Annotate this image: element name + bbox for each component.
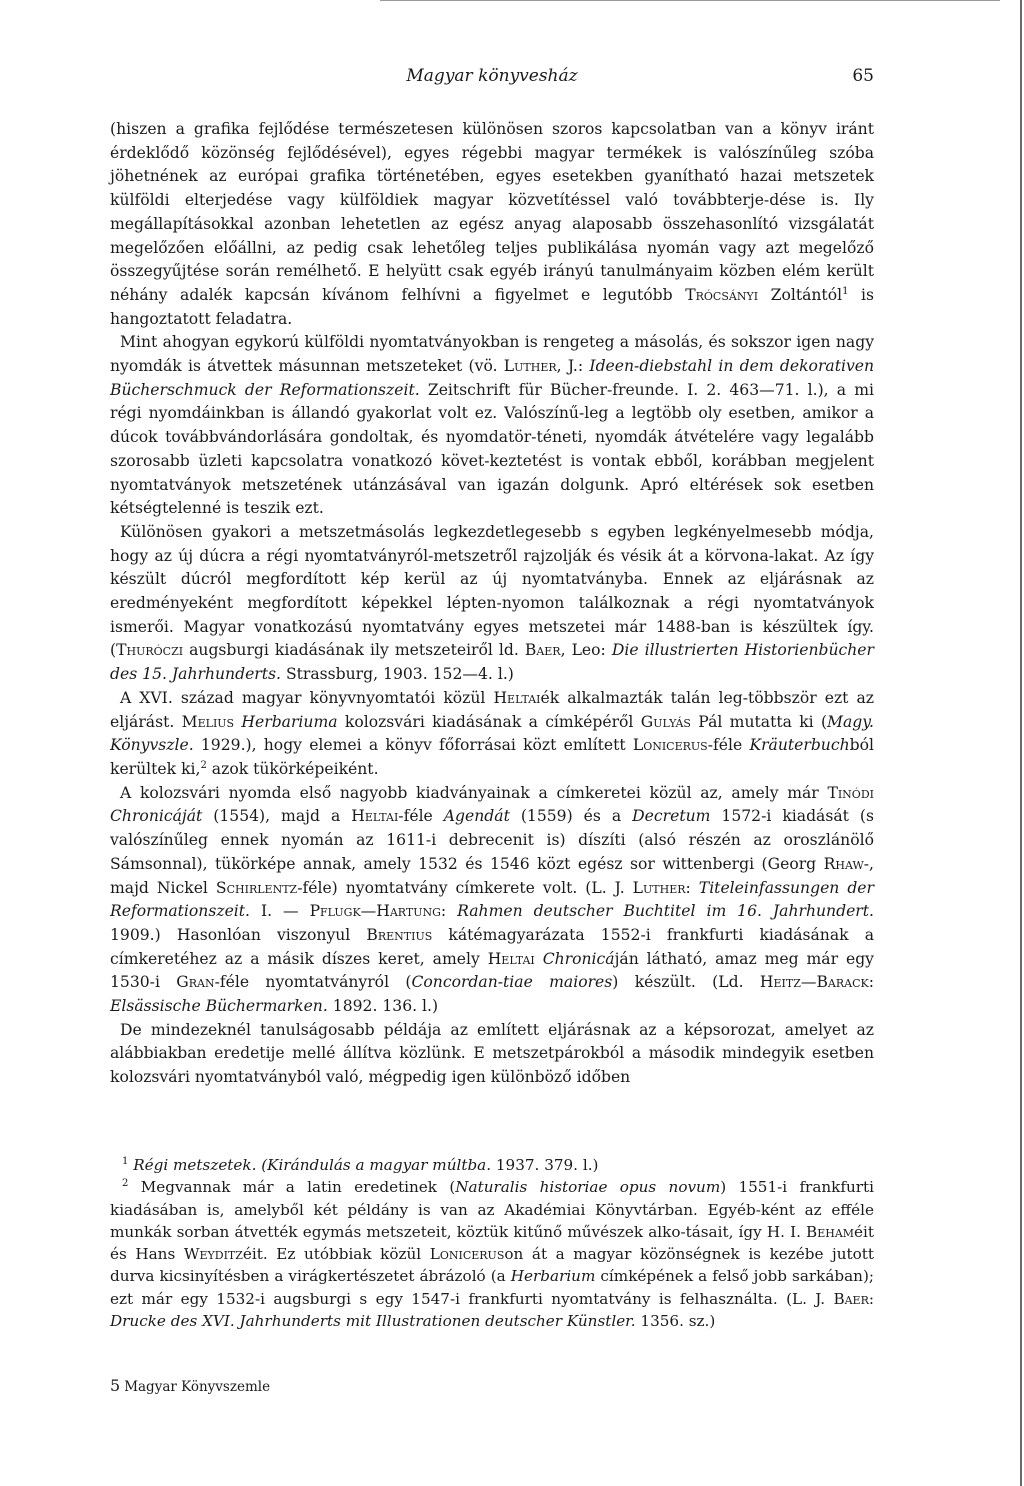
book-title: Titeleinfassungen der Reformationszeit. (110, 878, 874, 921)
printer-signature (110, 1376, 270, 1395)
author-name: Brentius (366, 925, 433, 944)
footnote-ref-2: 2 (200, 759, 207, 771)
author-name: Gran (176, 973, 215, 992)
book-title: Agendát (443, 807, 510, 826)
book-title: Régi metszetek. (Kirándulás a magyar múltba. (133, 1156, 492, 1174)
paragraph-6: De mindezeknél tanulságosabb példája az említett eljárásnak az a képsorozat, amelyet az alábbiakban eredetije mellé állítva közlünk. E metszetpárokból a második mindegyik esetben kolozsvári nyomtatványból való, mégpedig igen különböző időben (110, 1020, 874, 1087)
author-name: Heltai (487, 949, 535, 968)
book-title: Herbariuma (241, 712, 338, 731)
paragraph-4: A XVI. század magyar könyvnyomtatói közül Heltaiék alkalmazták talán leg-többször ezt az eljárást. Melius Herbariuma kolozsvári kiadásának a címképéről Gulyás Pál mutatta ki (Magy. Könyvszle. 1929.), hogy elemei a könyv főforrásai közt említett Lonicerus-féle Kräuterbuchból kerültek ki,$^2$ azok tükörképeiként. (110, 688, 874, 778)
author-name: Pflugk—Hartung (309, 902, 441, 921)
book-title: Decretum (632, 807, 711, 826)
book-title: Herbarium (510, 1267, 596, 1286)
author-name: Beham (806, 1222, 855, 1241)
book-title: Drucke des XVI. Jahrhunderts mit Illustrationen deutscher Künstler. (110, 1312, 636, 1331)
footnote-marker: 2 (122, 1178, 129, 1190)
running-title: Magyar könyvesház (406, 66, 578, 86)
book-title: Naturalis historiae opus novum (455, 1178, 721, 1197)
author-name: Gulyás (640, 712, 691, 731)
book-title: Chronicá (542, 949, 615, 968)
footnote-ref-1: 1 (842, 285, 849, 297)
book-title: Chronicáját (110, 807, 203, 826)
paragraph-3: Különösen gyakori a metszetmásolás legkezdetlegesebb s egyben legkényelmesebb módja, hogy az új dúcra a régi nyomtatványról-metszetről rajzolják és vésik át a körvona-lakat. Az így készült dúcról megfordított kép kerül az új nyomtatványba. Ennek az eljárásnak az eredményeként megfordított képekkel lépten-nyomon találkoznak a régi nyomtatványok ismerői. Magyar vonatkozású nyomtatvány egyes metszetei már 1488-ban is készültek így. (Thuróczi augsburgi kiadásának ily metszeteiről ld. Baer, Leo: Die illustrierten Historienbücher des 15. Jahrhunderts. Strassburg, 1903. 152—4. l.) (110, 522, 874, 684)
author-name: Heltai (493, 688, 541, 707)
author-name: Thuróczi (116, 641, 184, 660)
book-title: Kräuterbuch (749, 736, 850, 755)
book-title: Rahmen deutscher Buchtitel im 16. Jahrhundert. (457, 902, 874, 921)
author-name: Weyditz (183, 1245, 243, 1264)
footnotes (110, 1154, 874, 1332)
footnote-marker: 1 (122, 1155, 129, 1167)
author-name: Lonicerus (632, 736, 708, 755)
author-name: Heltai (351, 807, 399, 826)
author-name: Luther (632, 878, 686, 897)
scan-edge-top (380, 0, 1000, 1)
book-title: Elsässische Büchermarken. (110, 997, 328, 1016)
journal-title: Magy. Könyvszle. (110, 712, 874, 755)
page-header (110, 66, 874, 90)
paragraph-2: Mint ahogyan egykorú külföldi nyomtatványokban is rengeteg a másolás, és sokszor igen nagy nyomdák is átvettek másunnan metszeteket (vö. Luther, J.: Ideen-diebstahl in dem dekorativen Bücherschmuck der Reformationszeit. Zeitschrift für Bücher-freunde. I. 2. 463—71. l.), a mi régi nyomdáinkban is állandó gyakorlat volt ez. Valószínű-leg a legtöbb oly esetben, amikor a dúcok továbbvándorlására gondoltak, és nyomdatör-téneti, nyomdák átvételére vagy legalább szorosabb üzleti kapcsolatra vonatkozó követ-keztetést is vontak ebből, korábban megjelent nyomtatványok metszetének utánzásával van igazán dolgunk. Apró eltérések sok esetben kétségtelenné is teszik ezt. (110, 333, 875, 518)
author-name: Schirlentz (215, 878, 298, 897)
main-text (110, 118, 874, 1090)
author-name: Rhaw (823, 854, 864, 873)
paragraph-5: A kolozsvári nyomda első nagyobb kiadványainak a címkeretei közül az, amely már Tinódi Chronicáját (1554), majd a Heltai-féle Agendát (1559) és a Decretum 1572-i kiadását (s valószínűleg ennek nyomán az 1611-i debrecenit is) díszíti (alsó részén az oroszlánölő Sámsonnal), tükörképe annak, amely 1532 és 1546 közt egész sor wittenbergi (Georg Rhaw-, majd Nickel Schirlentz-féle) nyomtatvány címkerete volt. (L. J. Luther: Titeleinfassungen der Reformationszeit. I. — Pflugk—Hartung: Rahmen deutscher Buchtitel im 16. Jahrhundert. 1909.) Hasonlóan viszonyul Brentius kátémagyarázata 1552-i frankfurti kiadásának a címkeretéhez az a másik díszes keret, amely Heltai Chronicáján látható, amaz meg már egy 1530-i Gran-féle nyomtatványról (Concordan-tiae maiores) készült. (Ld. Heitz—Barack: Elsässische Büchermarken. 1892. 136. l.) (110, 783, 874, 1016)
book-title: Die illustrierten Historienbücher des 15. Jahrhunderts. (110, 641, 874, 684)
author-name: Trócsányi (685, 285, 759, 304)
footnote-1: $^1$ Régi metszetek. (Kirándulás a magyar múltba. 1937. 379. l.) (122, 1155, 599, 1174)
paragraph-1: (hiszen a grafika fejlődése természetesen különösen szoros kapcsolatban van a könyv iránt érdeklődő közönség fejlődésével), egyes régebbi magyar termékek is valószínűleg szóba jöhetnének az európai grafika történetében, egyes esetekben gyanítható hazai metszetek külföldi elterjedése vagy külföldiek magyar közvetítéssel való továbbterje-dése is. Ily megállapításokkal azonban lehetetlen az egész anyag alaposabb összehasonlító vizsgálatát megelőzően előállni, az pedig csak lehetőleg teljes publikálása nyomán vagy azt megelőző összegyűjtése során remélhető. E helyütt csak egyéb irányú tanulmányaim közben elém került néhány adalék kapcsán kívánom felhívni a figyelmet e legutóbb Trócsányi Zoltántól$^1$ is hangoztatott feladatra. (110, 120, 874, 328)
author-name: Baer (833, 1289, 869, 1308)
author-name: Heitz—Barack (759, 973, 869, 992)
author-name: Tinódi (827, 783, 874, 802)
book-title: Concordan-tiae maiores (411, 973, 613, 992)
author-name: Melius (181, 712, 235, 731)
scan-edge-right (1020, 0, 1022, 1486)
signature-text: Magyar Könyvszemle (124, 1379, 271, 1395)
footnote-2: $^2$ Megvannak már a latin eredetinek (Naturalis historiae opus novum) 1551-i frankfurti kiadásában is, amelyből két példány is van az Akadémiai Könyvtárban. Egyéb-ként az efféle munkák sorban átvették egymás metszeteit, köztük kitűnő művészek alko-tásait, így H. I. Behaméit és Hans Weyditzéit. Ez utóbbiak közül Loniceruson át a magyar közönségnek is kezébe jutott durva kicsinyítésben a virágkertészetet ábrázoló (a Herbarium címképének a felső jobb sarkában); ezt már egy 1532-i augsburgi s egy 1547-i frankfurti nyomtatvány is felhasználta. (L. J. Baer: Drucke des XVI. Jahrhunderts mit Illustrationen deutscher Künstler. 1356. sz.) (110, 1178, 874, 1331)
author-name: Lonicerus (429, 1245, 505, 1264)
book-title: Ideen-diebstahl in dem dekorativen Bücherschmuck der Reformationszeit. (110, 357, 875, 399)
author-name: Baer (524, 641, 561, 660)
page-number: 65 (852, 66, 874, 86)
author-name: Luther (503, 357, 557, 376)
signature-number: 5 (110, 1376, 121, 1395)
